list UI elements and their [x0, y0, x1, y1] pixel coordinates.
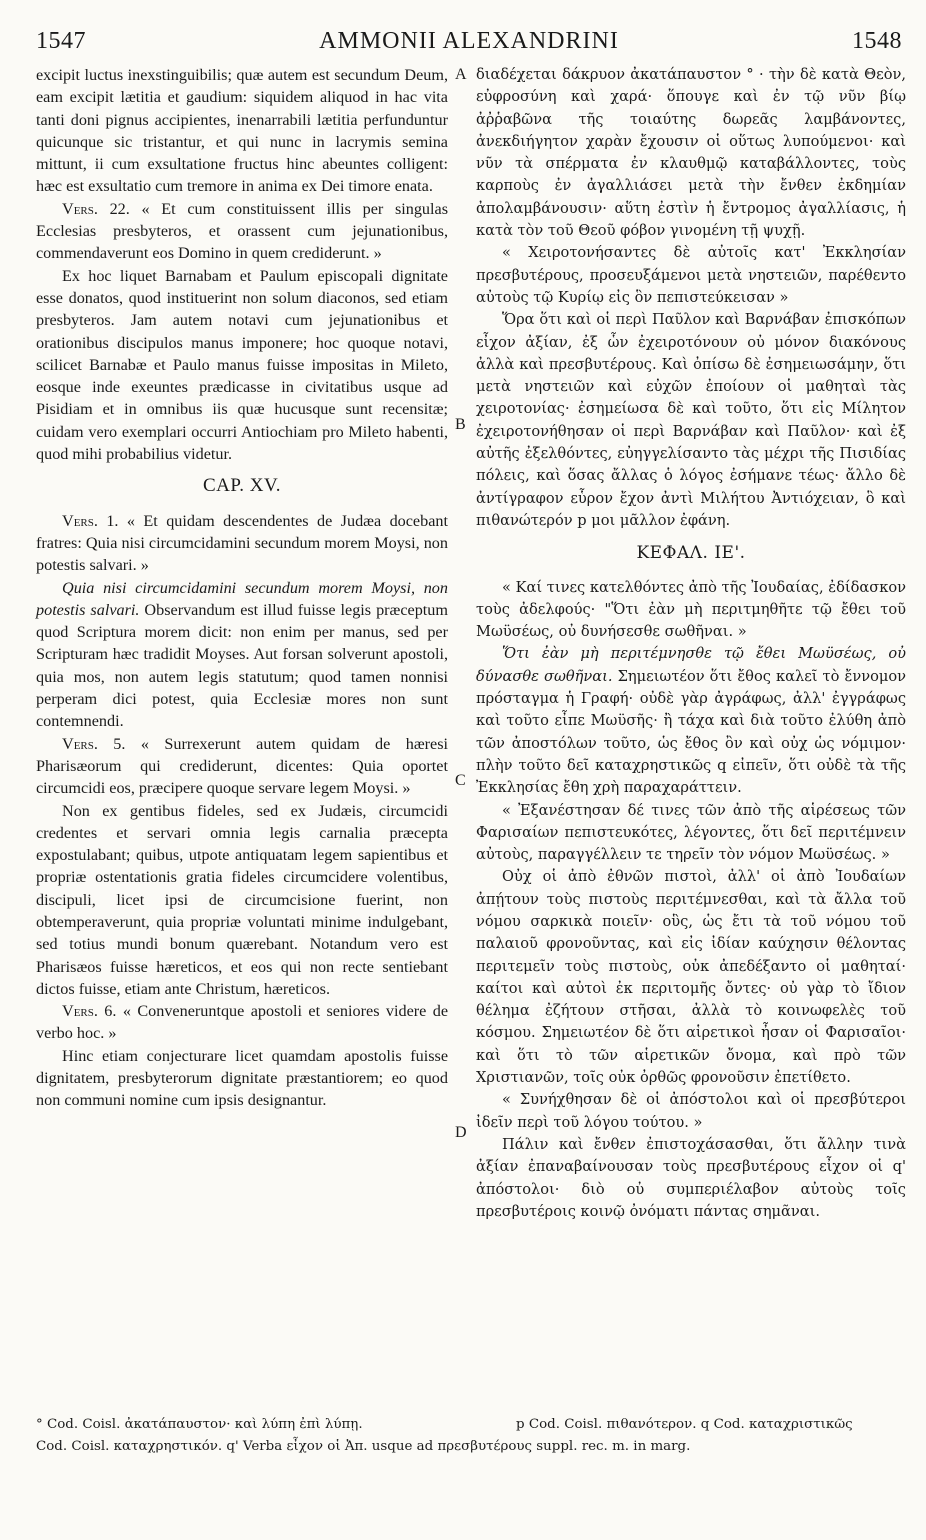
latin-column [36, 64, 448, 1112]
latin-verse-22 [36, 198, 448, 265]
commentary-text: Observandum est illud fuisse legis præceptum quod Scriptura morem dicit: non enim per manus, sed per Scripturam hæc tradidit Moyses. Aut forsan solverunt apostoli, quia mos, non autem legis statutum; quod tamen nonnisi perperam dici potest, quia Ecclesiæ mores non sunt contemnendi. [36, 600, 448, 731]
commentary-text: Σημειωτέον ὅτι ἔθος καλεῖ τὸ ἔννομον πρόσταγμα ἡ Γραφή· οὐδὲ γὰρ ἀγράφως, ἀλλ' ἐγγράφως καὶ τοῦτο εἶπε Μωϋσῆς· ἢ τάχα καὶ διὰ τοῦτο ἐλύθη ἀπὸ τῶν ἀποστόλων τοῦτο, ὡς ἔθος ὂν καὶ οὐχ ὡς νόμιμον· πλὴν τοῦτο δεῖ καταχρηστικῶς q εἰπεῖν, ὅτι οὐδὲ τὰ τῆς Ἐκκλησίας ἔθη χρὴ παραχαράττειν. [476, 667, 906, 797]
verse-text: « Et quidam descendentes de Judæa docebant fratres: Quia nisi circumcidamini secundum morem Moysi, non potestis salvari. » [36, 511, 448, 575]
greek-paragraph: Ὅρα ὅτι καὶ οἱ περὶ Παῦλον καὶ Βαρνάβαν ἐπισκόπων εἶχον ἀξίαν, ἐξ ὧν ἐχειροτόνουν οὐ μόνον διακόνους ἀλλὰ καὶ πρεσβυτέρους. Καὶ ὀπίσω δὲ ἐσημειωσάμην, ὅτι μετὰ νηστειῶν καὶ εὐχῶν ἐποίουν οἱ μαθηταὶ τὰς χειροτονίας· ἐσημείωσα δὲ καὶ τοῦτο, ὅτι εἰς Μίλητον ἐχειροτονήθησαν οἱ περὶ Βαρνάβαν καὶ Παῦλον· καὶ ἐξ αὐτῆς ἐξελθόντες, εὐηγγελίσαντο τὰς μέχρι τῆς Πισιδίας πόλεις, καὶ ὅσας ἄλλας ὁ λόγος ἐσήμανε τέως· ἄλλο δὲ ἀντίγραφον εὗρον ἔχον ἀντὶ Μιλήτου Ἀντιόχειαν, ὃ καὶ πιθανώτερόν p μοι μᾶλλον ἐφάνη. [476, 311, 906, 529]
greek-verse-6: « Συνήχθησαν δὲ οἱ ἀπόστολοι καὶ οἱ πρεσβύτεροι ἰδεῖν περὶ τοῦ λόγου τούτου. » [476, 1091, 906, 1131]
greek-paragraph: Οὐχ οἱ ἀπὸ ἐθνῶν πιστοὶ, ἀλλ' οἱ ἀπὸ Ἰουδαίων ἀπῄτουν τοὺς πιστοὺς περιτέμνεσθαι, καὶ τὰ ἄλλα τοῦ νόμου σαρκικὰ ποιεῖν· οὓς, ὡς ἔτι τὰ τοῦ νόμου τοῦ παλαιοῦ φρονοῦντας, καὶ εἰς ἰδίαν καύχησιν θέλοντας περιτεμεῖν τοὺς πιστοὺς, οὐκ ἀπεδέξαντο οἱ μαθηταί· καίτοι καὶ αὐτοὶ ἐκ περιτομῆς ὄντες· οὐ γὰρ τὸ ἴδιον θέλημα ἐζήτουν στῆσαι, ἀλλὰ τὸ κοινωφελὲς τοῦ κόσμου. Σημειωτέον δὲ ὅτι αἱρετικοὶ ἦσαν οἱ Φαρισαῖοι· καὶ ὅτι τὸ τῶν αἱρετικῶν ὄνομα, καὶ πρὸ τῶν Χριστιανῶν, τοῖς οὐκ ὀρθῶς φρονοῦσιν ἐπετίθετο. [476, 868, 906, 1087]
verse-label: Vers. 5. [62, 734, 126, 753]
greek-chapter-heading: ΚΕΦΑΛ. ΙΕ'. [636, 543, 746, 564]
footnote-p-q: p Cod. Coisl. πιθανότερον. q Cod. καταχριστικῶς [516, 1417, 853, 1432]
greek-column [476, 64, 906, 1223]
greek-paragraph: Πάλιν καὶ ἔνθεν ἐπιστοχάσασθαι, ὅτι ἄλλην τινὰ ἀξίαν ἐπαναβαίνουσαν τοὺς πρεσβυτέρους εἶχον οἱ q' ἀπόστολοι· διὸ οὐ συμπεριέλαβον αὐτοὺς τοῖς πρεσβυτέροις κοινῷ ὀνόματι πάντας σημᾶναι. [476, 1135, 906, 1220]
verse-label: Vers. 1. [62, 511, 119, 530]
verse-text: « Et cum constituissent illis per singulas Ecclesias presbyteros, et orassent cum jejunationibus, commendaverunt eos Domino in quem crediderunt. » [36, 199, 449, 263]
chapter-heading: CAP. XV. [202, 475, 282, 497]
footnote-continuation: Cod. Coisl. καταχρηστικόν. q' Verba εἶχον οἱ Ἀπ. usque ad πρεσβυτέρους suppl. rec. m. in marg. [36, 1439, 691, 1454]
verse-label: Vers. 22. [62, 199, 130, 218]
footnote-o: ° Cod. Coisl. ἀκατάπαυστον· καὶ λύπη ἐπὶ λύπῃ. [36, 1417, 363, 1432]
latin-paragraph: Non ex gentibus fideles, sed ex Judæis, circumcidi credentes et servari omnia legis carnalia præcepta expostulabant; quibus, utpote antiquatam legem sapientibus et propriæ ostentationis gratia fideles circumcidere volentibus, discipuli, licet ipsi de circumcisione fuerint, non obtemperaverunt, quia propriæ voluntati minime indulgebant, sed totius mundi bonum quærebant. Notandum vero est Pharisæos fuisse hæreticos, et eos qui non recte sentiebant dictos fuisse, etiam ante Christum, hæreticos. [36, 801, 448, 998]
footnotes [36, 1414, 902, 1458]
greek-verse-1: « Καί τινες κατελθόντες ἀπὸ τῆς Ἰουδαίας, ἐδίδασκον τοὺς ἀδελφούς· "Ὅτι ἐὰν μὴ περιτμηθῆτε τῷ ἔθει τοῦ Μωϋσέως, οὐ δυνήσεσθε σωθῆναι. » [476, 578, 906, 641]
margin-letter-d: D [455, 1124, 467, 1141]
italic-lemma: Quia nisi circumcidamini secundum morem Moysi, non potestis salvari. [36, 578, 448, 619]
greek-verse-22: « Χειροτονήσαντες δὲ αὐτοῖς κατ' Ἐκκλησίαν πρεσβυτέρους, προσευξάμενοι μετὰ νηστειῶν, παρέθεντο αὐτοὺς τῷ Κυρίῳ εἰς ὃν πεπιστεύκεισαν » [476, 244, 906, 306]
italic-lemma: Ὅτι ἐὰν μὴ περιτέμνησθε τῷ ἔθει Μωϋσέως, οὐ δύνασθε σωθῆναι. [476, 645, 906, 685]
right-page-number: 1548 [852, 28, 902, 54]
verse-text: « Surrexerunt autem quidam de hæresi Pharisæorum qui crediderunt, dicentes: Quia oportet circumcidi eos, præcipere quoque servare legem Moysi. » [36, 734, 448, 798]
greek-paragraph [476, 643, 906, 799]
latin-paragraph: Hinc etiam conjecturare licet quamdam apostolis fuisse dignitatem, presbyterorum dignitate præstantiorem; eo quod non communi nomine cum ipsis designantur. [36, 1046, 448, 1110]
verse-text: « Conveneruntque apostoli et seniores videre de verbo hoc. » [36, 1002, 449, 1043]
latin-paragraph: Ex hoc liquet Barnabam et Paulum episcopali dignitate esse donatos, quod instituerint non solum diaconos, sed etiam presbyteros. Jam autem notavi cum jejunationibus et orationibus discipulos manus imponere; hoc quoque notavi, scilicet Barnabæ et Paulo manus fuisse impositas in Mileto, eosque inde exeuntes prædicasse in civitatibus usque ad Pisidiam et in omnibus iis quæ hucusque sunt recensitæ; cuidam vero exemplari occurri Antiochiam pro Mileto habenti, quod mihi probabilius videtur. [36, 266, 448, 464]
greek-paragraph: διαδέχεται δάκρυον ἀκατάπαυστον ° · τὴν δὲ κατὰ Θεὸν, εὐφροσύνη καὶ χαρά· ὅπουγε καὶ ἐν τῷ νῦν βίῳ ἀῤῥαβῶνα τῆς τοιαύτης δωρεᾶς λαμβάνοντες, ἀνεκδιήγητον χαρὰν ἔχουσιν οἱ οὕτως λυπούμενοι· καὶ νῦν τὰ σπέρματα ἐν κλαυθμῷ καταβάλλοντες, τοὺς καρποὺς ἐν ἀγαλλιάσει μετὰ τὴν ἔνθεν ἐκδημίαν ἀπολαμβάνουσιν· αὕτη ἐστὶν ἡ ἔντρομος ἀγαλλίασις, ἡ κατὰ τὸν τοῦ Θεοῦ φόβον γινομένη τῇ ψυχῇ. [476, 66, 906, 240]
margin-letter-b: B [455, 416, 466, 433]
margin-letter-a: A [455, 66, 467, 83]
running-header [36, 28, 902, 60]
latin-paragraph [36, 577, 448, 733]
verse-label: Vers. 6. [62, 1002, 117, 1021]
left-page-number: 1547 [36, 28, 86, 54]
running-title: AMMONII ALEXANDRINI [319, 28, 619, 54]
latin-verse-1 [36, 510, 448, 577]
latin-verse-6 [36, 1000, 448, 1045]
greek-verse-5: « Ἐξανέστησαν δέ τινες τῶν ἀπὸ τῆς αἱρέσεως τῶν Φαρισαίων πεπιστευκότες, λέγοντες, ὅτι δεῖ περιτέμνειν αὐτοὺς, παραγγέλλειν τε τηρεῖν τὸν νόμον Μωϋσέως. » [476, 801, 906, 864]
margin-letter-c: C [455, 772, 466, 789]
latin-paragraph: excipit luctus inexstinguibilis; quæ autem est secundum Deum, eam excipit lætitia et gaudium: siquidem aliquod in hac vita tanti doni pignus accipientes, inenarrabili lætitia perfunduntur quicunque sic tristantur, et qui nunc in lacrymis semina mittunt, ii cum exsultatione fructus hinc abeuntes colligent: hæc est exsultatio cum tremore in anima ex Dei timore enata. [36, 66, 448, 196]
latin-verse-5 [36, 733, 448, 800]
